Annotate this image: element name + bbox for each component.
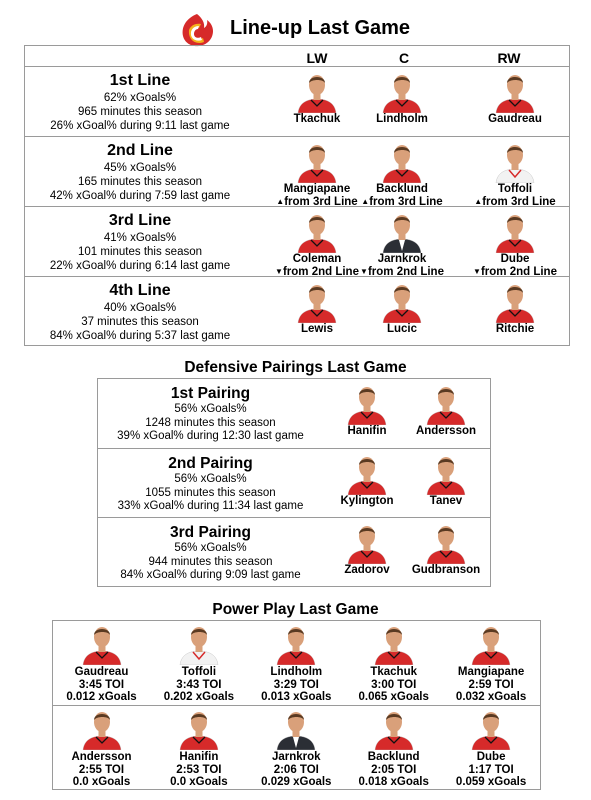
player-name: Hanifin	[179, 751, 219, 763]
line-season-minutes: 37 minutes this season	[81, 316, 199, 328]
forward-player	[460, 141, 570, 208]
line-row-4	[25, 276, 569, 347]
line-move-text: from 2nd Line	[480, 266, 557, 278]
player-name: Jarnkrok	[272, 751, 321, 763]
arrow-down-icon: ▼	[360, 267, 368, 276]
player-xgoals: 0.202 xGoals	[163, 691, 235, 703]
line-last-game: 26% xGoal% during 9:11 last game	[50, 120, 230, 132]
line-season-minutes: 165 minutes this season	[77, 176, 203, 188]
player-name: Dube	[476, 751, 506, 763]
defense-section-title: Defensive Pairings Last Game	[184, 359, 407, 376]
player-photo	[294, 71, 340, 113]
player-name: Gaudreau	[74, 666, 129, 678]
player-toi: 2:53 TOI	[176, 763, 222, 776]
line-move-text: from 3rd Line	[284, 196, 358, 208]
player-name: Coleman	[292, 253, 342, 265]
forward-player	[347, 71, 457, 126]
line-name: 3rd Line	[108, 212, 172, 229]
player-photo	[423, 383, 469, 425]
page-header	[0, 10, 591, 50]
player-xgoals: 0.013 xGoals	[261, 691, 332, 703]
arrow-up-icon: ▲	[361, 197, 370, 206]
pairing-season-minutes: 1248 minutes this season	[145, 416, 276, 429]
player-photo	[294, 281, 340, 323]
player-photo	[379, 141, 425, 183]
player-name: Andersson	[71, 751, 132, 763]
player-name: Toffoli	[497, 183, 533, 195]
line-move-text: from 3rd Line	[369, 196, 443, 208]
player-photo	[79, 623, 125, 665]
player-name: Tkachuk	[370, 666, 418, 678]
arrow-up-icon: ▲	[474, 197, 483, 206]
player-toi: 1:17 TOI	[468, 763, 514, 776]
player-toi: 2:06 TOI	[273, 763, 319, 776]
player-name: Gudbranson	[411, 564, 481, 576]
forward-player	[460, 211, 570, 278]
pairing-last-game: 33% xGoal% during 11:34 last game	[117, 500, 304, 512]
pairing-info	[98, 384, 323, 444]
player-name: Zadorov	[344, 564, 390, 576]
pairing-season-minutes: 1055 minutes this season	[145, 486, 276, 499]
line-row-3	[25, 206, 569, 277]
player-name: Ritchie	[495, 323, 535, 335]
defense-player	[327, 522, 407, 577]
player-photo	[423, 522, 469, 564]
player-toi: 2:55 TOI	[78, 763, 125, 776]
player-photo	[176, 623, 222, 665]
player-toi: 2:05 TOI	[371, 763, 417, 776]
player-photo	[492, 141, 538, 183]
pairing-last-game: 39% xGoal% during 12:30 last game	[117, 430, 304, 442]
player-name: Mangiapane	[283, 183, 351, 195]
player-photo	[468, 708, 514, 750]
power-play-player	[248, 708, 345, 789]
player-photo	[379, 71, 425, 113]
power-play-player	[53, 708, 150, 789]
player-name: Backlund	[376, 183, 428, 195]
defense-player	[406, 522, 486, 577]
player-name: Lindholm	[376, 113, 428, 125]
player-name: Lucic	[386, 323, 418, 335]
player-photo	[492, 281, 538, 323]
pairing-xgoals: 56% xGoals%	[174, 473, 247, 485]
power-play-player	[150, 623, 247, 704]
player-name: Backlund	[367, 751, 420, 763]
player-photo	[344, 522, 390, 564]
forward-player	[347, 211, 457, 278]
player-xgoals: 0.032 xGoals	[455, 691, 527, 703]
pairing-xgoals: 56% xGoals%	[174, 403, 247, 415]
power-play-table	[52, 620, 541, 790]
player-photo	[379, 281, 425, 323]
player-xgoals: 0.065 xGoals	[358, 691, 429, 703]
line-row-1	[25, 66, 569, 137]
player-toi: 3:43 TOI	[176, 678, 222, 691]
player-name: Jarnkrok	[377, 253, 427, 265]
pairing-row-1	[98, 379, 490, 447]
power-play-section-title: Power Play Last Game	[212, 601, 379, 618]
column-header-c: C	[398, 50, 410, 66]
pairing-xgoals: 56% xGoals%	[174, 542, 247, 554]
player-xgoals: 0.029 xGoals	[261, 776, 332, 788]
player-name: Hanifin	[347, 425, 387, 437]
line-info	[25, 141, 255, 203]
player-photo	[294, 141, 340, 183]
player-xgoals: 0.018 xGoals	[358, 776, 429, 788]
player-name: Toffoli	[181, 666, 217, 678]
player-xgoals: 0.0 xGoals	[170, 776, 228, 788]
player-toi: 3:29 TOI	[273, 678, 319, 691]
defense-player	[406, 383, 486, 438]
page-title: Line-up Last Game	[230, 17, 411, 39]
pairing-row-3	[98, 517, 490, 586]
player-photo	[273, 623, 319, 665]
forward-lines-table	[24, 45, 570, 346]
defense-player	[327, 383, 407, 438]
player-photo	[492, 211, 538, 253]
line-xgoals: 62% xGoals%	[103, 92, 177, 104]
line-info	[25, 211, 255, 273]
player-name: Dube	[500, 253, 530, 265]
arrow-up-icon: ▲	[276, 197, 285, 206]
forward-player	[460, 281, 570, 336]
player-photo	[371, 708, 417, 750]
column-header-lw: LW	[306, 50, 328, 66]
player-photo	[371, 623, 417, 665]
player-name: Lewis	[301, 323, 333, 335]
line-last-game: 22% xGoal% during 6:14 last game	[49, 260, 231, 272]
player-name: Tanev	[429, 495, 463, 507]
power-play-player	[53, 623, 150, 704]
line-last-game: 84% xGoal% during 5:37 last game	[49, 330, 231, 342]
line-info	[25, 71, 255, 133]
player-name: Andersson	[415, 425, 477, 437]
line-xgoals: 41% xGoals%	[103, 232, 177, 244]
power-play-row-2	[53, 705, 540, 790]
player-toi: 2:59 TOI	[468, 678, 514, 691]
power-play-player	[443, 623, 540, 704]
pairing-name: 1st Pairing	[170, 385, 251, 402]
line-move-text: from 2nd Line	[282, 266, 359, 278]
power-play-player	[248, 623, 345, 704]
player-toi: 3:45 TOI	[78, 678, 125, 691]
line-name: 2nd Line	[107, 142, 173, 159]
column-header-rw: RW	[497, 50, 521, 66]
player-photo	[344, 453, 390, 495]
player-xgoals: 0.012 xGoals	[66, 691, 137, 703]
player-photo	[176, 708, 222, 750]
player-name: Mangiapane	[457, 666, 525, 678]
line-row-2	[25, 136, 569, 207]
player-photo	[79, 708, 125, 750]
player-photo	[492, 71, 538, 113]
line-xgoals: 45% xGoals%	[103, 162, 177, 174]
line-move-text: from 2nd Line	[367, 266, 444, 278]
forward-player	[347, 281, 457, 336]
pairing-info	[98, 454, 323, 514]
forward-player	[347, 141, 457, 208]
line-name: 4th Line	[109, 282, 171, 299]
player-photo	[344, 383, 390, 425]
line-season-minutes: 101 minutes this season	[77, 246, 203, 258]
player-photo	[423, 453, 469, 495]
player-name: Kylington	[340, 495, 394, 507]
defense-pairings-table	[97, 378, 491, 587]
pairing-season-minutes: 944 minutes this season	[148, 555, 273, 568]
arrow-down-icon: ▼	[473, 267, 481, 276]
pairing-name: 3rd Pairing	[170, 524, 251, 541]
power-play-row-1	[53, 621, 540, 705]
line-move-text: from 3rd Line	[482, 196, 556, 208]
defense-player	[406, 453, 486, 508]
pairing-row-2	[98, 448, 490, 517]
line-xgoals: 40% xGoals%	[103, 302, 177, 314]
player-photo	[294, 211, 340, 253]
power-play-player	[150, 708, 247, 789]
arrow-down-icon: ▼	[275, 267, 283, 276]
power-play-player	[443, 708, 540, 789]
player-name: Tkachuk	[293, 113, 341, 125]
defense-player	[327, 453, 407, 508]
player-photo	[468, 623, 514, 665]
player-xgoals: 0.0 xGoals	[72, 776, 131, 788]
pairing-info	[98, 523, 323, 583]
player-photo	[273, 708, 319, 750]
player-name: Lindholm	[270, 666, 323, 678]
line-season-minutes: 965 minutes this season	[77, 106, 203, 118]
player-toi: 3:00 TOI	[371, 678, 417, 691]
flames-logo-icon	[177, 12, 217, 48]
line-name: 1st Line	[109, 72, 171, 89]
player-photo	[379, 211, 425, 253]
power-play-player	[345, 708, 442, 789]
pairing-last-game: 84% xGoal% during 9:09 last game	[120, 569, 301, 581]
line-last-game: 42% xGoal% during 7:59 last game	[49, 190, 231, 202]
forward-player	[460, 71, 570, 126]
player-name: Gaudreau	[488, 113, 542, 125]
pairing-name: 2nd Pairing	[168, 455, 253, 472]
player-xgoals: 0.059 xGoals	[455, 776, 527, 788]
line-info	[25, 281, 255, 343]
power-play-player	[345, 623, 442, 704]
